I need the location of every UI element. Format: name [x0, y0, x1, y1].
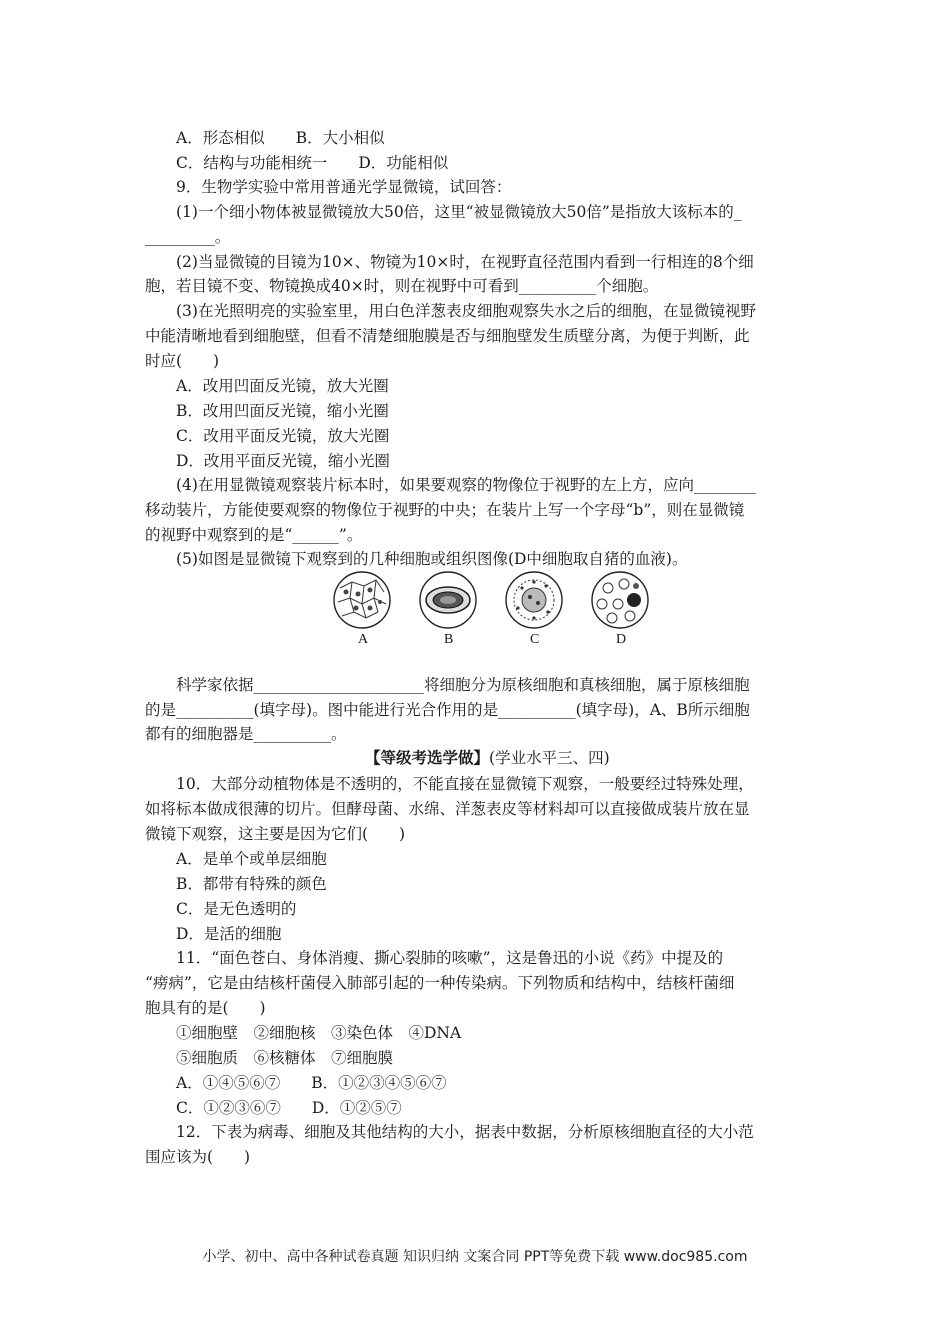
q11-line1: 11．“面色苍白、身体消瘦、撕心裂肺的咳嗽”，这是鲁迅的小说《药》中提及的 [176, 949, 724, 967]
q9-option-d: D．改用平面反光镜，缩小光圈 [176, 452, 390, 470]
q9-part3-line2: 中能清晰地看到细胞壁，但看不清楚细胞膜是否与细胞壁发生质壁分离，为便于判断，此 [145, 327, 750, 345]
q9-part1-line2: _________。 [145, 228, 231, 246]
cell-images-svg [330, 570, 650, 632]
q12-line2: 围应该为( ) [145, 1148, 251, 1166]
q8-options-row2: C．结构与功能相统一 D．功能相似 [176, 154, 449, 172]
q9-part4-line2: 移动装片，方能使要观察的物像位于视野的中央；在装片上写一个字母“b”，则在显微镜 [145, 501, 745, 519]
q11-line2: “痨病”，它是由结核杆菌侵入肺部引起的一种传染病。下列物质和结构中，结核杆菌细 [145, 974, 735, 992]
figure-label-b: B [444, 632, 454, 647]
q11-line3: 胞具有的是( ) [145, 999, 266, 1017]
q9-part4-line1: (4)在用显微镜观察装片标本时，如果要观察的物像位于视野的左上方，应向________ [176, 476, 756, 494]
figure-d-blood-cells [592, 572, 648, 628]
q9-part3-line1: (3)在光照明亮的实验室里，用白色洋葱表皮细胞观察失水之后的细胞，在显微镜视野 [176, 302, 756, 320]
q10-line3: 微镜下观察，这主要是因为它们( ) [145, 825, 406, 843]
figure-label-c: C [530, 632, 540, 647]
section-heading [365, 748, 610, 768]
page-footer: 小学、初中、高中各种试卷真题 知识归纳 文案合同 PPT等免费下载 www.doc985.com [202, 1249, 748, 1265]
figure-b-oval-cell [420, 572, 476, 628]
q9-part1-line1: (1)一个细小物体被显微镜放大50倍，这里“被显微镜放大50倍”是指放大该标本的_ [176, 203, 742, 221]
q11-options-ab: A．①④⑤⑥⑦ B．①②③④⑤⑥⑦ [176, 1074, 447, 1092]
q9-part5-blank-line2: 的是__________(填字母)。图中能进行光合作用的是__________(填字母)，A、B所示细胞 [145, 701, 750, 719]
q9-stem: 9．生物学实验中常用普通光学显微镜，试回答： [176, 178, 512, 196]
figure-a-plant-cells [334, 572, 390, 628]
q9-part2-line2: 胞，若目镜不变、物镜换成40×时，则在视野中可看到__________个细胞。 [145, 277, 659, 295]
q10-line2: 如将标本做成很薄的切片。但酵母菌、水绵、洋葱表皮等材料却可以直接做成装片放在显 [145, 800, 750, 818]
q9-part5-line: (5)如图是显微镜下观察到的几种细胞或组织图像(D中细胞取自猪的血液)。 [176, 550, 688, 568]
q12-line1: 12．下表为病毒、细胞及其他结构的大小，据表中数据，分析原核细胞直径的大小范 [176, 1123, 754, 1141]
q10-option-b: B．都带有特殊的颜色 [176, 875, 327, 893]
q9-option-a: A．改用凹面反光镜，放大光圈 [176, 377, 389, 395]
q10-option-d: D．是活的细胞 [176, 925, 282, 943]
q9-part3-line3: 时应( ) [145, 352, 220, 370]
figure-c-granular-cells [506, 572, 562, 628]
q10-line1: 10．大部分动植物体是不透明的，不能直接在显微镜下观察，一般要经过特殊处理， [176, 775, 754, 793]
figure-label-d: D [616, 632, 627, 647]
cell-images-figure [330, 570, 650, 652]
section-title: 【等级考选学做】 [365, 748, 490, 767]
figure-label-a: A [358, 632, 369, 647]
q9-part5-blank-line1: 科学家依据______________________将细胞分为原核细胞和真核细胞，属于原核细胞 [176, 676, 750, 694]
section-subtitle: (学业水平三、四) [489, 749, 610, 767]
q9-part5-blank-line3: 都有的细胞器是__________。 [145, 725, 347, 743]
q10-option-c: C．是无色透明的 [176, 900, 297, 918]
q11-items-row1: ①细胞壁 ②细胞核 ③染色体 ④DNA [176, 1024, 462, 1042]
q9-part2-line1: (2)当显微镜的目镜为10×、物镜为10×时，在视野直径范围内看到一行相连的8个细 [176, 253, 754, 271]
q9-option-c: C．改用平面反光镜，放大光圈 [176, 427, 390, 445]
q11-items-row2: ⑤细胞质 ⑥核糖体 ⑦细胞膜 [176, 1049, 394, 1067]
q10-option-a: A．是单个或单层细胞 [176, 850, 327, 868]
q11-options-cd: C．①②③⑥⑦ D．①②⑤⑦ [176, 1099, 402, 1117]
q9-option-b: B．改用凹面反光镜，缩小光圈 [176, 402, 389, 420]
q8-options-row1: A．形态相似 B．大小相似 [176, 129, 385, 147]
q9-part4-line3: 的视野中观察到的是“______”。 [145, 526, 363, 544]
